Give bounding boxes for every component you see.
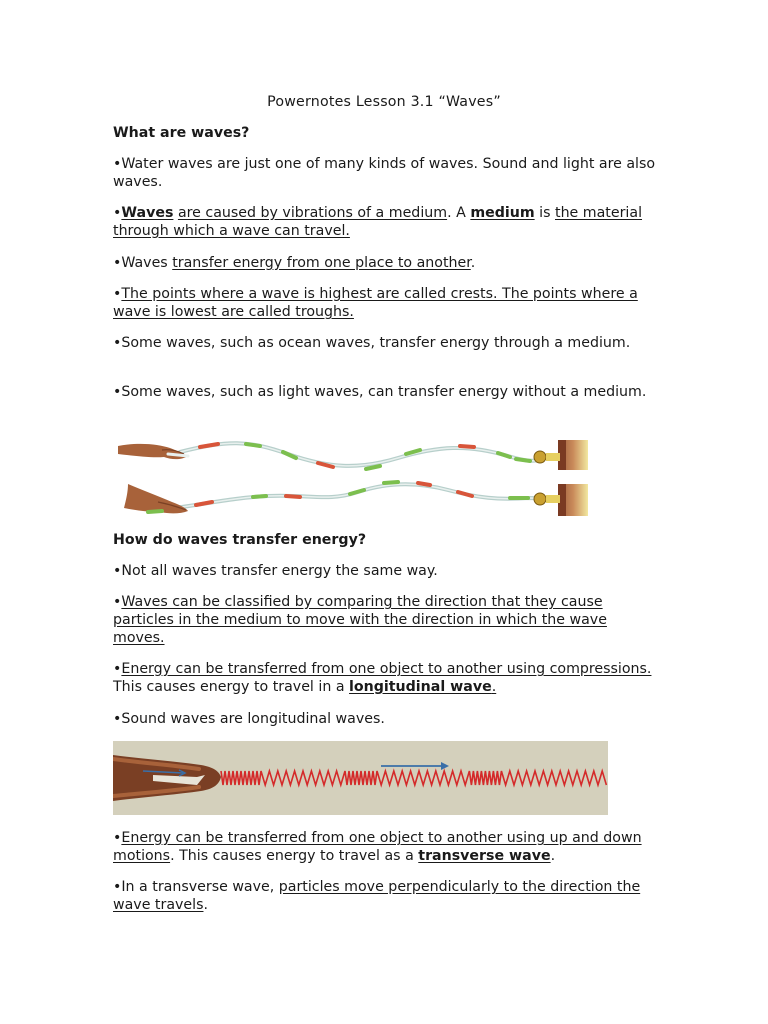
term-transverse-wave: transverse wave [418,848,551,864]
paragraph-through-medium: •Some waves, such as ocean waves, transfer energy through a medium. [113,335,631,351]
rope-bottom [158,482,546,510]
bullet: • [113,594,122,610]
wall-post-bottom-icon [534,484,588,516]
paragraph-transfer-energy [113,254,658,272]
section-heading-transfer-energy: How do waves transfer energy? [113,532,367,548]
term-waves: Waves [121,205,174,221]
rope-wave-figure [118,432,590,522]
paragraph-classified [113,593,658,647]
bullet: • [113,205,122,221]
slinky-figure [113,741,608,815]
paragraph-perpendicular [113,878,658,914]
bullet: • [113,286,122,302]
paragraph-without-medium: •Some waves, such as light waves, can transfer energy without a medium. [113,384,647,400]
text-pre: •Waves [113,255,173,271]
text-pre: •In a transverse wave, [113,879,279,895]
term-medium: medium [470,205,535,221]
paragraph-longitudinal [113,660,658,696]
text-compressions: Energy can be transferred from one object to another using compressions. [121,661,652,677]
text-medium-definition: the material through which a wave can travel. [113,205,643,239]
text-causes-energy: This causes energy to travel in a [113,679,350,695]
wall-post-top-icon [534,440,588,470]
text-period: . [491,679,497,695]
hand-top-icon [118,444,188,459]
page-title: Powernotes Lesson 3.1 “Waves” [267,94,501,110]
paragraph-sound-waves: •Sound waves are longitudinal waves. [113,711,385,727]
paragraph-not-all-waves: •Not all waves transfer energy the same way. [113,563,438,579]
paragraph-transverse [113,829,658,865]
text-period: . [550,848,556,864]
paragraph-crests-troughs [113,285,658,321]
text-causes-energy: . This causes energy to travel as a [170,848,419,864]
text-is: is [534,205,555,221]
text-perpendicular: particles move perpendicularly to the direction the wave travels [113,879,641,913]
text-period: . [203,897,208,913]
hand-bottom-icon [124,484,188,513]
text-caused-by-vibrations: are caused by vibrations of a medium [177,205,448,221]
paragraph-water-waves: •Water waves are just one of many kinds of waves. Sound and light are also waves. [113,156,656,190]
section-heading-what-are-waves: What are waves? [113,125,250,141]
text-post: . [470,255,476,271]
paragraph-waves-definition [113,204,658,240]
text-transfer-energy: transfer energy from one place to another [172,255,471,271]
text-up-down-motions: Energy can be transferred from one object to another using up and down motions [113,830,642,864]
text-a: . A [447,205,471,221]
bullet: • [113,661,122,677]
bullet: • [113,830,122,846]
rope-top [180,442,543,469]
term-longitudinal-wave: longitudinal wave [349,679,492,695]
text-crests-troughs: The points where a wave is highest are called crests. The points where a wave is lowest are called troughs. [113,286,638,320]
text-classified: Waves can be classified by comparing the direction that they cause particles in the medium to move with the direction in which the wave moves. [113,594,607,646]
